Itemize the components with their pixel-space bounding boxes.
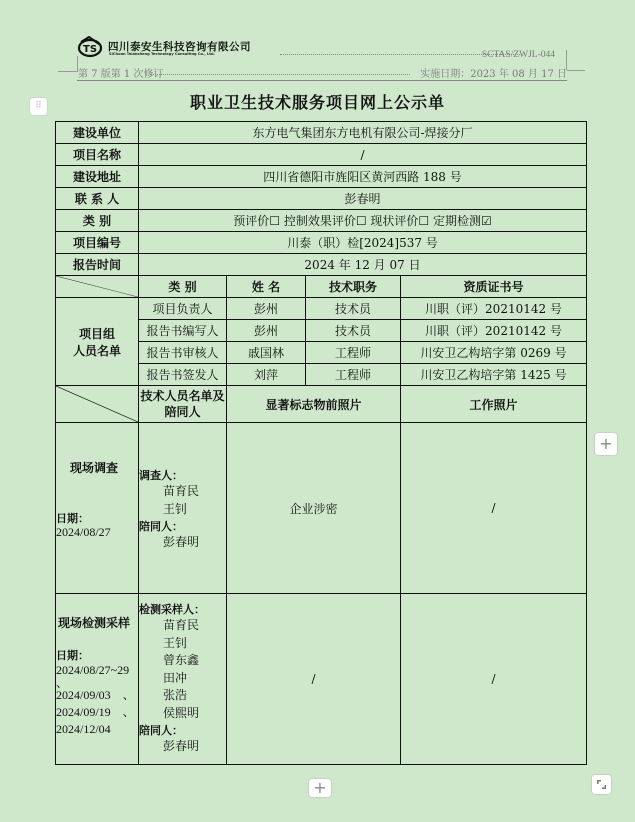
revision-label: 第 7 版第 1 次修订 xyxy=(78,69,164,80)
table-row xyxy=(56,210,587,232)
field-label: 联 系 人 xyxy=(56,188,139,210)
staff-role: 报告书审核人 xyxy=(139,342,227,364)
field-label: 建设单位 xyxy=(56,122,139,144)
work-photo-cell: / xyxy=(401,594,587,765)
margin-mark xyxy=(77,56,78,72)
column-header-work: 工作照片 xyxy=(401,386,587,423)
sampling-people-cell xyxy=(139,594,227,765)
staff-row xyxy=(56,298,587,320)
person-name: 张浩 xyxy=(163,688,188,702)
field-label: 项目编号 xyxy=(56,232,139,254)
staff-title: 工程师 xyxy=(306,364,401,386)
sampling-date-sep: 、 xyxy=(56,676,69,690)
sampling-date: 2024/12/04 xyxy=(56,722,111,736)
add-column-button[interactable]: + xyxy=(595,433,617,455)
field-value: 彭春明 xyxy=(139,188,587,210)
margin-mark xyxy=(567,70,585,71)
diagonal-cell xyxy=(56,386,139,423)
add-row-button[interactable]: + xyxy=(309,779,331,797)
survey-row xyxy=(56,423,587,594)
photos-header-row xyxy=(56,386,587,423)
person-name: 苗育民 xyxy=(163,484,200,498)
field-value: 东方电气集团东方电机有限公司-焊接分厂 xyxy=(139,122,587,144)
margin-mark xyxy=(58,71,78,72)
resize-table-button[interactable] xyxy=(592,775,611,794)
document-code: SCTAS/ZWJL-044 xyxy=(481,50,555,60)
company-name-cn: 四川泰安生科技咨询有限公司 xyxy=(108,41,251,53)
table-row xyxy=(56,122,587,144)
header-divider xyxy=(77,80,567,81)
staff-title: 工程师 xyxy=(306,342,401,364)
person-name: 彭春明 xyxy=(163,739,200,753)
column-header: 姓 名 xyxy=(227,276,306,298)
leader-dots xyxy=(150,74,410,75)
staff-header-row xyxy=(56,276,587,298)
staff-name: 彭州 xyxy=(227,320,306,342)
survey-title: 现场调查 xyxy=(70,461,119,475)
staff-role: 项目负责人 xyxy=(139,298,227,320)
staff-cert: 川职（评）20210142 号 xyxy=(401,298,587,320)
landmark-photo-cell: 企业涉密 xyxy=(227,423,401,594)
staff-cert: 川安卫乙构培字第 0269 号 xyxy=(401,342,587,364)
sampling-title: 现场检测采样 xyxy=(58,616,131,630)
column-header: 技术职务 xyxy=(306,276,401,298)
person-name: 王钊 xyxy=(163,501,188,516)
svg-text:TS: TS xyxy=(83,44,98,55)
person-name: 苗育民 xyxy=(163,618,200,632)
field-value: 2024 年 12 月 07 日 xyxy=(139,254,587,276)
document-header xyxy=(55,34,575,84)
group-label-line: 人员名单 xyxy=(72,343,121,358)
staff-name: 刘萍 xyxy=(227,364,306,386)
person-name: 侯熙明 xyxy=(163,705,200,720)
table-row xyxy=(56,188,587,210)
category-checkboxes: 预评价☐ 控制效果评价☐ 现状评价☐ 定期检测☑ xyxy=(139,210,587,232)
role-label: 陪同人： xyxy=(139,724,183,737)
group-label-line: 项目组 xyxy=(78,326,115,341)
person-name: 王钊 xyxy=(163,635,188,650)
sampling-dates xyxy=(56,662,135,738)
survey-info-cell xyxy=(56,423,139,594)
landmark-photo-cell: / xyxy=(227,594,401,765)
table-drag-handle[interactable]: ⠿ xyxy=(30,98,47,115)
sampling-row xyxy=(56,594,587,765)
diagonal-cell xyxy=(56,276,139,298)
staff-cert: 川职（评）20210142 号 xyxy=(401,320,587,342)
survey-date: 2024/08/27 xyxy=(56,525,111,539)
person-name: 田冲 xyxy=(163,670,188,685)
table-row xyxy=(56,254,587,276)
resize-icon xyxy=(592,775,611,794)
role-label: 陪同人： xyxy=(139,520,183,533)
work-photo-cell: / xyxy=(401,423,587,594)
person-name: 曾东鑫 xyxy=(163,653,200,667)
page-title: 职业卫生技术服务项目网上公示单 xyxy=(189,93,445,112)
date-label: 日期： xyxy=(56,512,89,525)
staff-title: 技术员 xyxy=(306,298,401,320)
column-header: 类 别 xyxy=(139,276,227,298)
table-row xyxy=(56,144,587,166)
staff-role: 报告书编写人 xyxy=(139,320,227,342)
column-header: 资质证书号 xyxy=(401,276,587,298)
staff-cert: 川安卫乙构培字第 1425 号 xyxy=(401,364,587,386)
date-label: 日期： xyxy=(56,649,89,662)
field-label: 项目名称 xyxy=(56,144,139,166)
field-value: / xyxy=(139,144,587,166)
column-header-landmark: 显著标志物前照片 xyxy=(227,386,401,423)
margin-mark xyxy=(566,50,567,70)
field-label: 建设地址 xyxy=(56,166,139,188)
person-name: 彭春明 xyxy=(163,535,200,549)
sampling-date: 2024/09/03 、 xyxy=(56,688,135,702)
table-row xyxy=(56,232,587,254)
sampling-date: 2024/08/27~29 xyxy=(56,663,130,677)
column-header-people: 技术人员名单及陪同人 xyxy=(139,386,227,423)
role-label: 调查人： xyxy=(139,469,183,482)
disclosure-table xyxy=(55,121,587,765)
staff-name: 彭州 xyxy=(227,298,306,320)
survey-people-cell xyxy=(139,423,227,594)
table-row xyxy=(56,166,587,188)
field-value: 川泰（职）检[2024]537 号 xyxy=(139,232,587,254)
staff-role: 报告书签发人 xyxy=(139,364,227,386)
staff-title: 技术员 xyxy=(306,320,401,342)
field-label: 类 别 xyxy=(56,210,139,232)
company-name-en: SiChuan Taiansheng Technology Consulting Co., Ltd. xyxy=(109,52,215,56)
staff-group-label xyxy=(56,298,139,386)
role-label: 检测采样人： xyxy=(139,603,205,616)
sampling-info-cell xyxy=(56,594,139,765)
field-label: 报告时间 xyxy=(56,254,139,276)
company-logo-icon xyxy=(77,36,105,58)
implement-date: 实施日期：2023 年 08 月 17 日 xyxy=(420,69,567,80)
sampling-date: 2024/09/19 、 xyxy=(56,705,135,719)
field-value: 四川省德阳市旌阳区黄河西路 188 号 xyxy=(139,166,587,188)
staff-name: 戚国林 xyxy=(227,342,306,364)
